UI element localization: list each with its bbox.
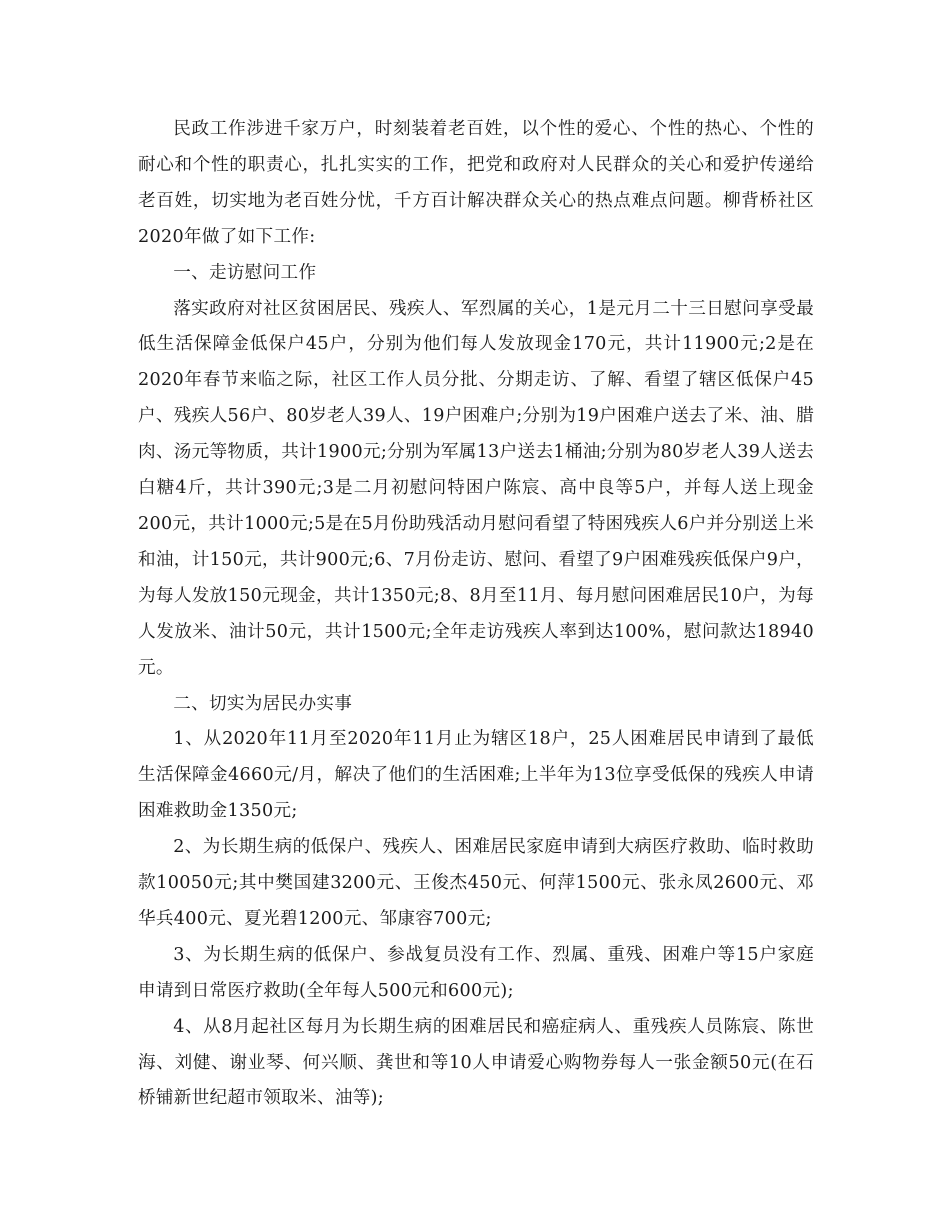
- document-page: [138, 112, 814, 1117]
- service-item-3: 3、为长期生病的低保户、参战复员没有工作、烈属、重残、困难户等15户家庭申请到日常医疗救助(全年每人500元和600元);: [138, 944, 814, 1001]
- service-item-2: 2、为长期生病的低保户、残疾人、困难居民家庭申请到大病医疗救助、临时救助款10050元;其中樊国建3200元、王俊杰450元、何萍1500元、张永凤2600元、邓华兵400元、夏光碧1200元、邹康容700元;: [138, 837, 814, 929]
- service-item-1: 1、从2020年11月至2020年11月止为辖区18户，25人困难居民申请到了最低生活保障金4660元/月，解决了他们的生活困难;上半年为13位享受低保的残疾人申请困难救助金1350元;: [138, 729, 814, 822]
- visits-paragraph: 落实政府对社区贫困居民、残疾人、军烈属的关心，1是元月二十三日慰问享受最低生活保障金低保户45户，分别为他们每人发放现金170元，共计11900元;2是在2020年春节来临之际，社区工作人员分批、分期走访、了解、看望了辖区低保户45户、残疾人56户、80岁老人39人、19户困难户;分别为19户困难户送去了米、油、腊肉、汤元等物质，共计1900元;分别为军属13户送去1桶油;分别为80岁老人39人送去白糖4斤，共计390元;3是二月初慰问特困户陈宸、高中良等5户，并每人送上现金200元，共计1000元;5是在5月份助残活动月慰问看望了特困残疾人6户并分别送上米和油，计150元，共计900元;6、7月份走访、慰问、看望了9户困难残疾低保户9户，为每人发放150元现金，共计1350元;8、8月至11月、每月慰问困难居民10户，为每人发放米、油计50元，共计1500元;全年走访残疾人率到达100%，慰问款达18940元。: [138, 298, 814, 678]
- intro-paragraph: 民政工作涉进千家万户，时刻装着老百姓，以个性的爱心、个性的热心、个性的耐心和个性的职责心，扎扎实实的工作，把党和政府对人民群众的关心和爱护传递给老百姓，切实地为老百姓分忧，千方百计解决群众关心的热点难点问题。柳背桥社区2020年做了如下工作:: [138, 119, 814, 247]
- service-item-4: 4、从8月起社区每月为长期生病的困难居民和癌症病人、重残疾人员陈宸、陈世海、刘健、谢业琴、何兴顺、龚世和等10人申请爱心购物券每人一张金额50元(在石桥铺新世纪超市领取米、油等);: [138, 1016, 814, 1109]
- section-heading-services: 二、切实为居民办实事: [173, 693, 353, 714]
- section-heading-visits: 一、走访慰问工作: [173, 262, 317, 283]
